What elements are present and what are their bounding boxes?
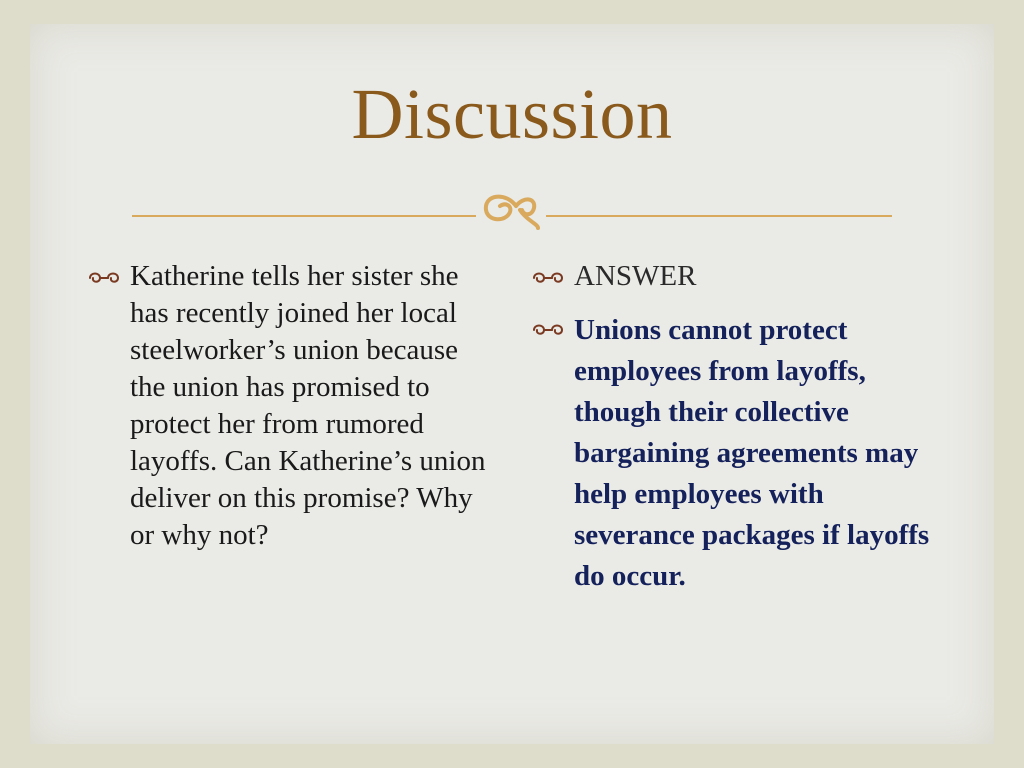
title-divider (132, 186, 892, 230)
ornamental-flourish-icon (476, 186, 546, 230)
question-column (88, 258, 498, 554)
ornamental-swirl-bullet-icon (532, 322, 566, 336)
answer-label-bullet (532, 258, 932, 295)
divider-line-right (546, 215, 892, 217)
slide-title: Discussion (351, 74, 673, 154)
answer-bullet (532, 310, 932, 597)
divider-line-left (132, 215, 476, 217)
answer-text: Unions cannot protect employees from layoffs, though their collective bargaining agreements may help employees with severance packages if layoffs do occur. (574, 314, 930, 592)
answer-label: ANSWER (574, 260, 697, 292)
question-text: Katherine tells her sister she has recently joined her local steelworker’s union because the union has promised to protect her from rumored layoffs. Can Katherine’s union deliver on this promise? Why or why not? (130, 260, 486, 551)
answer-column (532, 258, 932, 597)
question-bullet (88, 258, 498, 554)
ornamental-swirl-bullet-icon (88, 270, 122, 284)
ornamental-swirl-bullet-icon (532, 270, 566, 284)
